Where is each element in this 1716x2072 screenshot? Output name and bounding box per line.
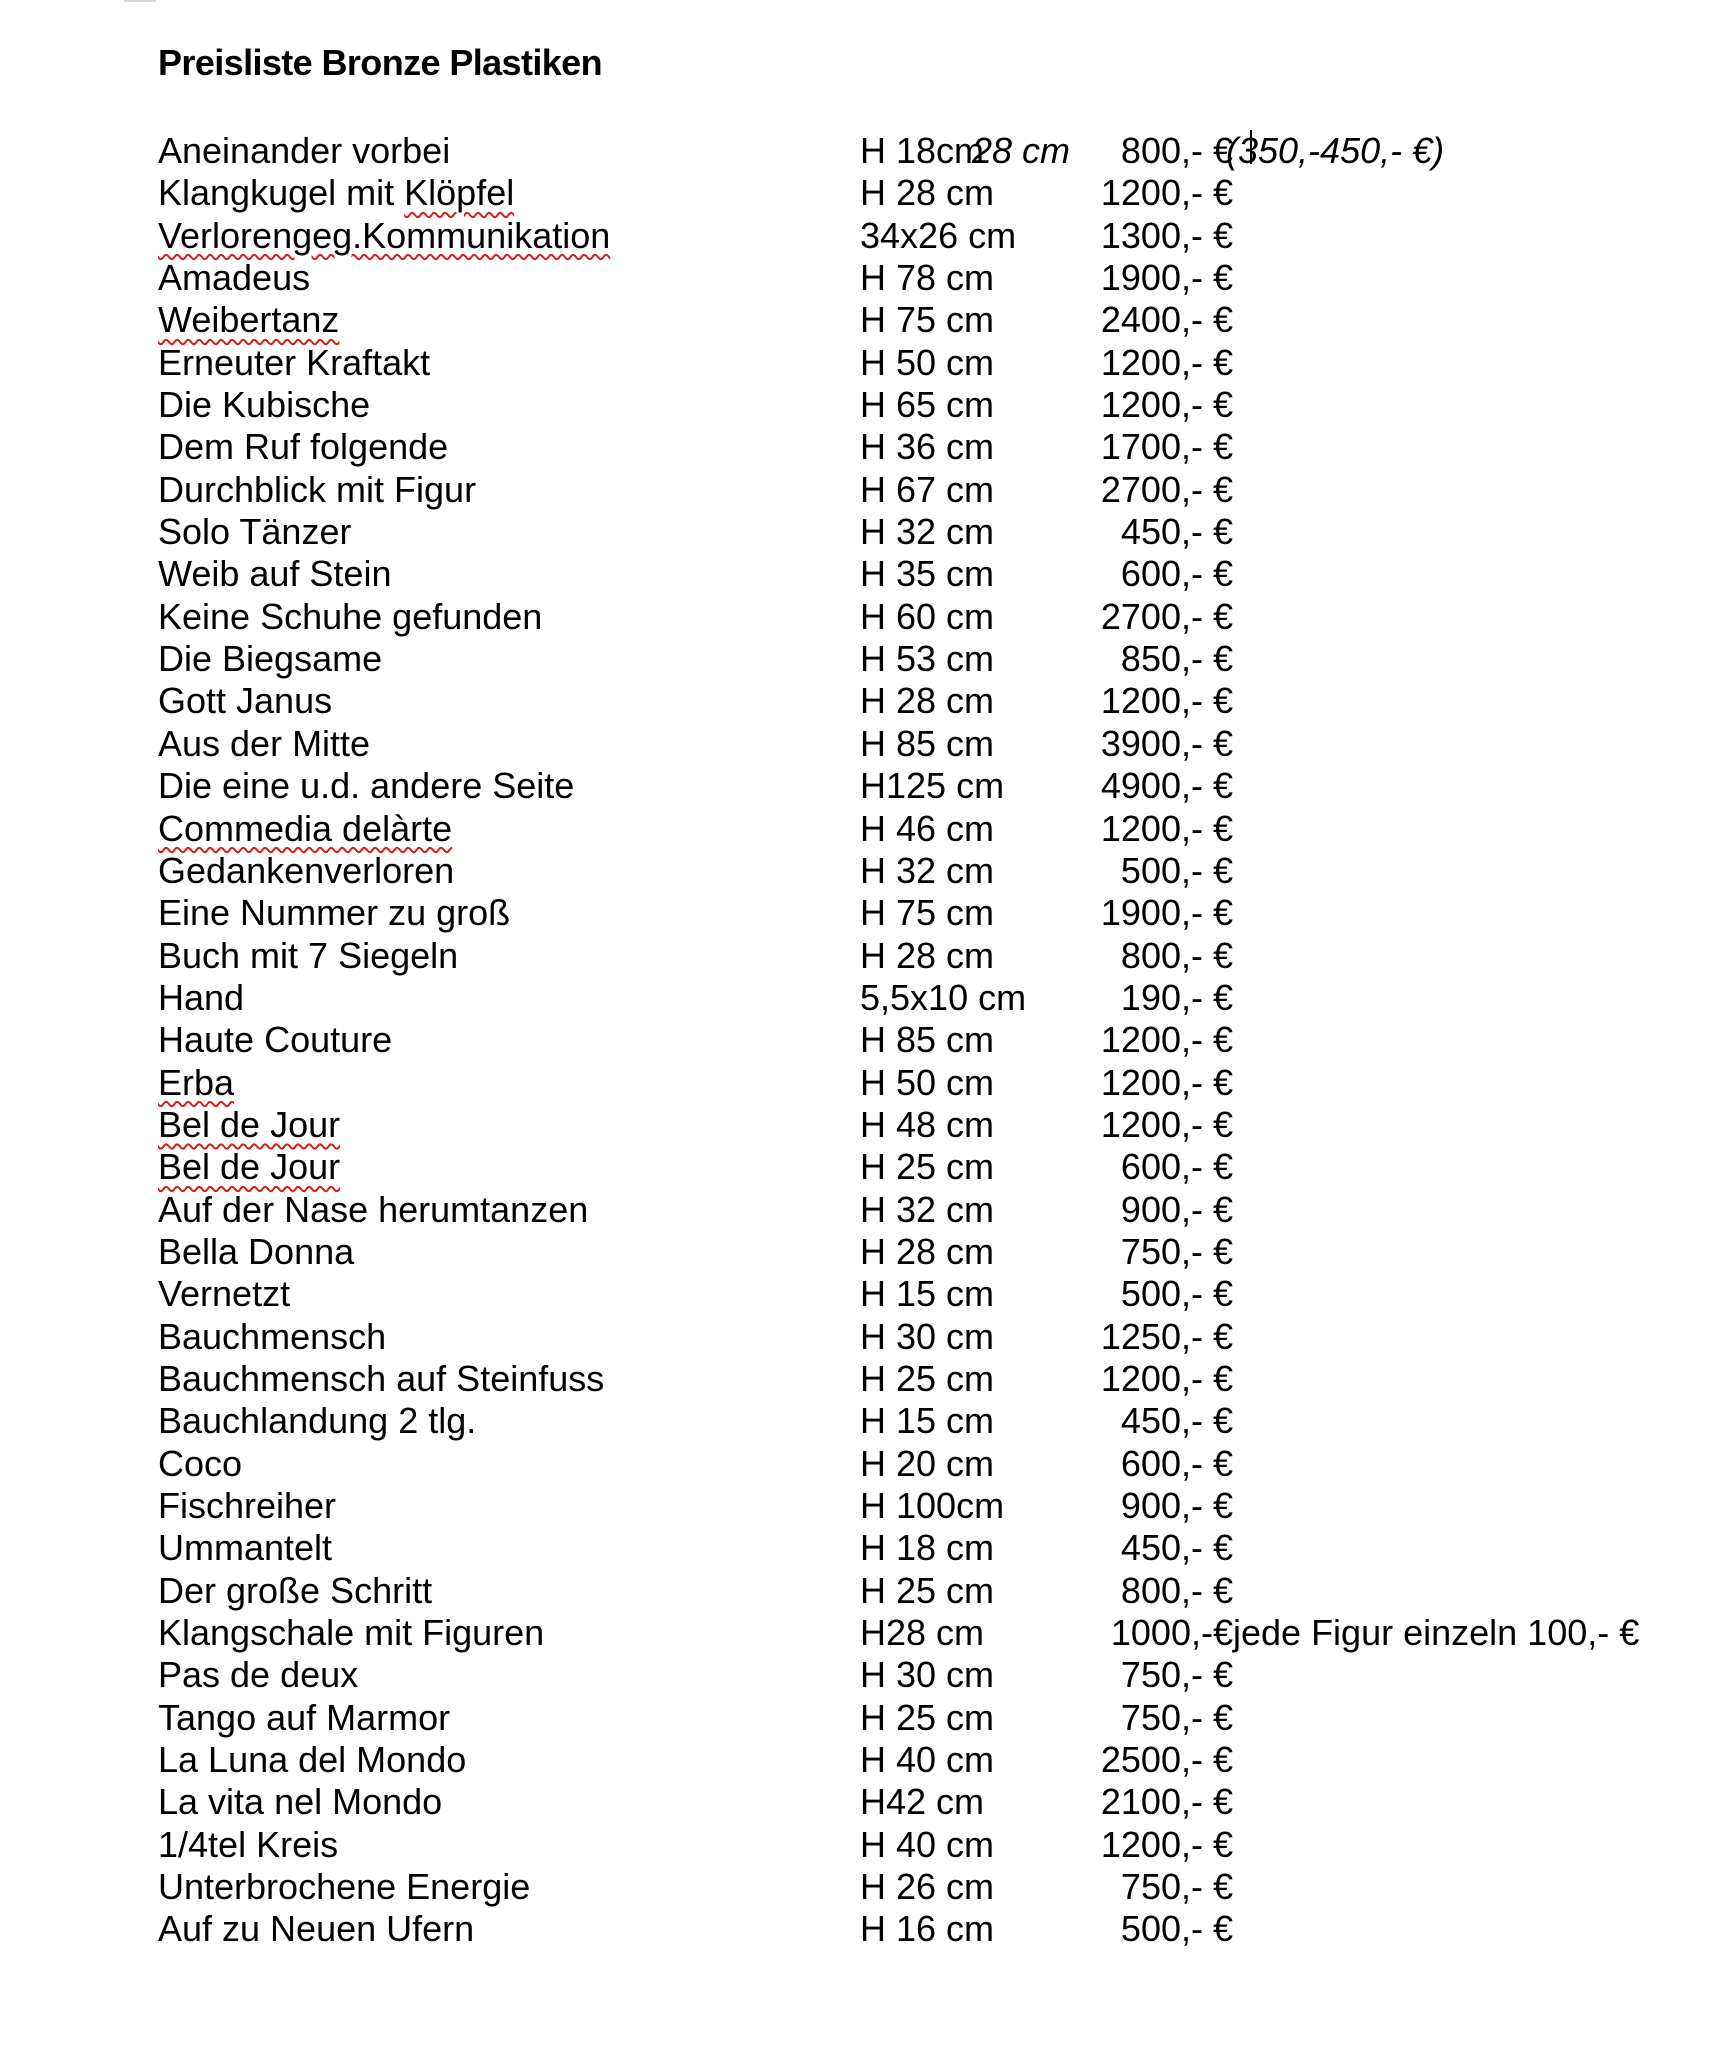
- item-price: 600,- €: [1120, 553, 1233, 595]
- item-size: H 100cm: [860, 1485, 1005, 1526]
- item-size: H 25 cm: [860, 1357, 995, 1399]
- price-row[interactable]: [158, 892, 1598, 934]
- item-price: 750,- €: [1120, 1654, 1233, 1696]
- item-name: Unterbrochene Energie: [158, 1866, 531, 1908]
- item-size: H 28 cm: [860, 680, 995, 722]
- item-size: H 30 cm: [860, 1654, 995, 1696]
- item-name: Commedia delàrte: [158, 807, 453, 849]
- item-price: 750,- €: [1120, 1230, 1233, 1272]
- price-row[interactable]: [158, 680, 1598, 722]
- item-size: H 85 cm: [860, 722, 995, 764]
- item-note: jede Figur einzeln 100,- €: [1233, 1612, 1640, 1654]
- document-title[interactable]: Preisliste Bronze Plastiken: [158, 42, 602, 83]
- price-row[interactable]: [158, 342, 1598, 384]
- item-price: 450,- €: [1120, 1400, 1233, 1442]
- price-row[interactable]: [158, 935, 1598, 977]
- item-size: H 20 cm: [860, 1442, 995, 1484]
- item-name: Die Kubische: [158, 384, 371, 426]
- item-price: 1300,- €: [1100, 214, 1233, 256]
- item-size: H 40 cm: [860, 1739, 995, 1781]
- item-name: Pas de deux: [158, 1654, 359, 1696]
- item-name: Bauchmensch: [158, 1315, 387, 1357]
- item-size: H 28 cm: [860, 1230, 995, 1272]
- item-name: Ummantelt: [158, 1527, 333, 1569]
- item-price: 1900,- €: [1100, 892, 1233, 934]
- item-name: Weibertanz: [158, 299, 340, 341]
- price-row[interactable]: [158, 1146, 1598, 1188]
- item-size: 34x26 cm: [860, 214, 1017, 256]
- price-row[interactable]: [158, 1570, 1598, 1612]
- item-name: Dem Ruf folgende: [158, 426, 449, 468]
- item-name: Haute Couture: [158, 1019, 393, 1061]
- item-size: H 18cm: [860, 130, 985, 171]
- item-name: Vernetzt: [158, 1273, 291, 1315]
- item-price: 750,- €: [1120, 1696, 1233, 1738]
- item-name: Klangschale mit Figuren: [158, 1612, 545, 1654]
- item-name: Verlorengeg.Kommunikation: [158, 214, 611, 256]
- price-row[interactable]: [158, 1527, 1598, 1569]
- item-name: Die Biegsame: [158, 638, 383, 680]
- item-name: Auf der Nase herumtanzen: [158, 1188, 589, 1230]
- item-name: Tango auf Marmor: [158, 1696, 451, 1738]
- item-size: H 46 cm: [860, 807, 995, 849]
- item-note: (350,-450,- €): [1226, 130, 1445, 171]
- item-price: 1700,- €: [1100, 426, 1233, 468]
- item-price: 1200,- €: [1100, 341, 1233, 383]
- price-row[interactable]: [158, 1866, 1598, 1908]
- item-size: H 28 cm: [860, 934, 995, 976]
- item-size: H 25 cm: [860, 1146, 995, 1188]
- item-size: H 65 cm: [860, 384, 995, 426]
- item-size: H 40 cm: [860, 1823, 995, 1865]
- item-price: 190,- €: [1120, 976, 1233, 1018]
- item-name: Erneuter Kraftakt: [158, 341, 431, 383]
- item-price: 1200,- €: [1100, 1357, 1233, 1399]
- price-row[interactable]: [158, 1231, 1598, 1273]
- price-row[interactable]: [158, 1019, 1598, 1061]
- item-size: H 75 cm: [860, 892, 995, 934]
- item-name: Bel de Jour: [158, 1103, 341, 1145]
- price-row[interactable]: [158, 1062, 1598, 1104]
- item-price: 1900,- €: [1100, 257, 1233, 299]
- item-price: 1000,-€: [1110, 1612, 1233, 1654]
- item-price: 450,- €: [1120, 1527, 1233, 1569]
- item-size: H 30 cm: [860, 1315, 995, 1357]
- price-row[interactable]: [158, 511, 1598, 553]
- item-price: 1200,- €: [1100, 1019, 1233, 1061]
- item-price: 500,- €: [1120, 849, 1233, 891]
- item-size-alt: 28 cm: [972, 130, 1071, 171]
- item-name: Bauchlandung 2 tlg.: [158, 1400, 477, 1442]
- price-row[interactable]: [158, 172, 1598, 214]
- item-size: H 50 cm: [860, 1061, 995, 1103]
- item-size: H 32 cm: [860, 849, 995, 891]
- item-name: Buch mit 7 Siegeln: [158, 934, 459, 976]
- item-size: H 53 cm: [860, 638, 995, 680]
- item-name: Bel de Jour: [158, 1146, 341, 1188]
- price-row[interactable]: [158, 1273, 1598, 1315]
- item-price: 450,- €: [1120, 511, 1233, 553]
- price-row[interactable]: [158, 1697, 1598, 1739]
- item-size: H 18 cm: [860, 1527, 995, 1569]
- price-row[interactable]: [158, 1104, 1598, 1146]
- price-row[interactable]: [158, 257, 1598, 299]
- item-name: Durchblick mit Figur: [158, 468, 477, 510]
- price-row[interactable]: [158, 215, 1598, 257]
- item-size: H 75 cm: [860, 299, 995, 341]
- item-name: Der große Schritt: [158, 1569, 433, 1611]
- item-price: 3900,- €: [1100, 722, 1233, 764]
- item-name: Weib auf Stein: [158, 553, 392, 595]
- item-price: 800,- €: [1120, 934, 1233, 976]
- item-size: H 60 cm: [860, 595, 995, 637]
- price-row[interactable]: [158, 638, 1598, 680]
- price-row[interactable]: [158, 426, 1598, 468]
- item-name: Bauchmensch auf Steinfuss: [158, 1357, 605, 1399]
- item-size: H 25 cm: [860, 1696, 995, 1738]
- price-row[interactable]: [158, 1443, 1598, 1485]
- price-row[interactable]: [158, 1654, 1598, 1696]
- price-row[interactable]: [158, 1316, 1598, 1358]
- item-size: H 50 cm: [860, 341, 995, 383]
- price-row[interactable]: [158, 850, 1598, 892]
- item-price: 600,- €: [1120, 1442, 1233, 1484]
- price-row[interactable]: [158, 1908, 1598, 1950]
- item-price: 750,- €: [1120, 1866, 1233, 1908]
- page-corner-mark: [124, 0, 156, 2]
- item-size: H 67 cm: [860, 468, 995, 510]
- item-name: Aneinander vorbei: [158, 130, 451, 171]
- item-size: H 32 cm: [860, 511, 995, 553]
- price-row[interactable]: [158, 596, 1598, 638]
- price-row[interactable]: [158, 723, 1598, 765]
- price-row[interactable]: [158, 1485, 1598, 1527]
- item-name: Solo Tänzer: [158, 511, 352, 553]
- item-name: 1/4tel Kreis: [158, 1823, 339, 1865]
- item-name: Hand: [158, 976, 245, 1018]
- item-price: 500,- €: [1120, 1273, 1233, 1315]
- price-row[interactable]: [158, 808, 1598, 850]
- item-name: Die eine u.d. andere Seite: [158, 765, 575, 807]
- item-name: Aus der Mitte: [158, 722, 371, 764]
- item-price: 1200,- €: [1100, 1823, 1233, 1865]
- item-price: 900,- €: [1120, 1485, 1233, 1526]
- item-price: 1200,- €: [1100, 172, 1233, 214]
- price-row[interactable]: [158, 299, 1598, 341]
- item-size: H 28 cm: [860, 172, 995, 214]
- item-price: 1200,- €: [1100, 680, 1233, 722]
- price-row[interactable]: [158, 1739, 1598, 1781]
- item-price: 800,- €: [1120, 1569, 1233, 1611]
- item-price: 4900,- €: [1100, 765, 1233, 807]
- item-size: H 48 cm: [860, 1103, 995, 1145]
- item-size: H28 cm: [860, 1612, 985, 1654]
- item-size: H 15 cm: [860, 1273, 995, 1315]
- item-size: H 26 cm: [860, 1866, 995, 1908]
- item-price: 800,- €: [1120, 130, 1233, 171]
- item-size: H 78 cm: [860, 257, 995, 299]
- price-row[interactable]: [158, 977, 1598, 1019]
- item-price: 500,- €: [1120, 1908, 1233, 1950]
- item-price: 600,- €: [1120, 1146, 1233, 1188]
- price-row[interactable]: [158, 1358, 1598, 1400]
- price-row[interactable]: [158, 469, 1598, 511]
- item-price: 1200,- €: [1100, 1061, 1233, 1103]
- item-name: Gedankenverloren: [158, 849, 455, 891]
- item-name: La Luna del Mondo: [158, 1739, 467, 1781]
- price-list: [158, 130, 1640, 1951]
- item-name: Coco: [158, 1442, 243, 1484]
- price-row[interactable]: [158, 1781, 1598, 1823]
- price-row[interactable]: [158, 1189, 1598, 1231]
- item-name: La vita nel Mondo: [158, 1781, 443, 1823]
- item-price: 1200,- €: [1100, 807, 1233, 849]
- item-name: Auf zu Neuen Ufern: [158, 1908, 475, 1950]
- item-size: H 35 cm: [860, 553, 995, 595]
- item-size: H 36 cm: [860, 426, 995, 468]
- price-row[interactable]: [158, 765, 1598, 807]
- item-name: Erba: [158, 1061, 235, 1103]
- item-name: Eine Nummer zu groß: [158, 892, 511, 934]
- price-row[interactable]: [158, 1400, 1598, 1442]
- item-name: Bella Donna: [158, 1230, 355, 1272]
- item-size: 5,5x10 cm: [860, 976, 1027, 1018]
- item-size: H42 cm: [860, 1781, 985, 1823]
- item-size: H 25 cm: [860, 1569, 995, 1611]
- item-size: H125 cm: [860, 765, 1005, 807]
- item-name: Keine Schuhe gefunden: [158, 595, 543, 637]
- price-row[interactable]: [158, 553, 1598, 595]
- price-row[interactable]: [158, 384, 1598, 426]
- item-price: 2700,- €: [1100, 595, 1233, 637]
- item-price: 2400,- €: [1100, 299, 1233, 341]
- price-row[interactable]: [158, 1824, 1598, 1866]
- price-row[interactable]: [158, 130, 1598, 172]
- item-name: Fischreiher: [158, 1485, 337, 1526]
- item-size: H 15 cm: [860, 1400, 995, 1442]
- price-row[interactable]: [158, 1612, 1640, 1654]
- item-price: 2100,- €: [1100, 1781, 1233, 1823]
- spellcheck-word[interactable]: Klöpfel: [404, 172, 515, 214]
- item-price: 850,- €: [1120, 638, 1233, 680]
- item-price: 1200,- €: [1100, 1103, 1233, 1145]
- item-size: H 32 cm: [860, 1188, 995, 1230]
- item-name: Amadeus: [158, 257, 311, 299]
- item-price: 1250,- €: [1100, 1315, 1233, 1357]
- item-name: Klangkugel mit Klöpfel: [158, 172, 515, 214]
- item-size: H 85 cm: [860, 1019, 995, 1061]
- item-price: 2500,- €: [1100, 1739, 1233, 1781]
- item-name: Gott Janus: [158, 680, 333, 722]
- item-price: 2700,- €: [1100, 468, 1233, 510]
- item-price: 900,- €: [1120, 1188, 1233, 1230]
- item-price: 1200,- €: [1100, 384, 1233, 426]
- item-size: H 16 cm: [860, 1908, 995, 1950]
